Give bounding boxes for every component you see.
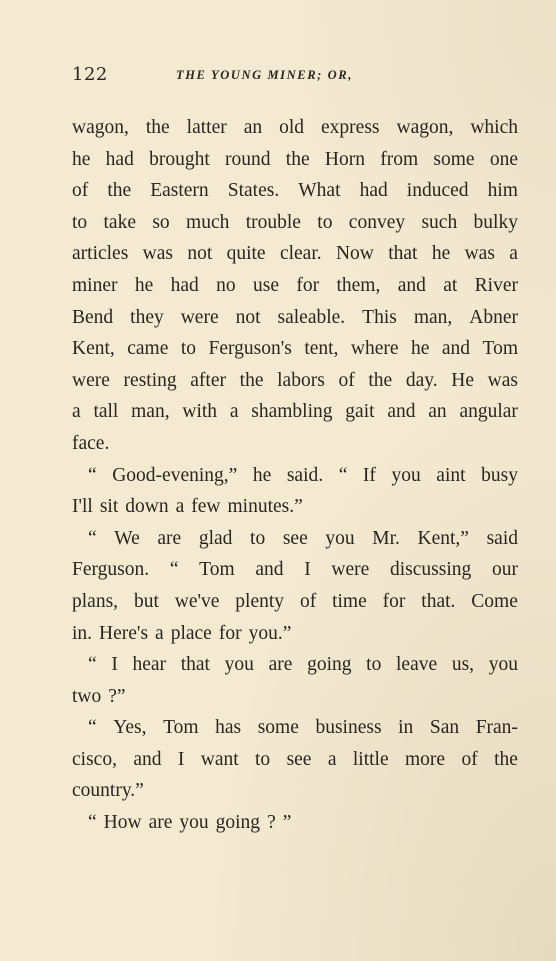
text-line: I'll sit down a few minutes.” — [72, 496, 303, 518]
text-line: of the Eastern States. What had induced him — [72, 180, 518, 202]
text-line: cisco, and I want to see a little more of the — [72, 748, 518, 770]
text-line: were resting after the labors of the day. He was — [72, 369, 518, 391]
text-line: miner he had no use for them, and at River — [72, 274, 518, 296]
text-line: “ Good-evening,” he said. “ If you aint busy — [88, 464, 518, 486]
text-line: wagon, the latter an old express wagon, which — [72, 117, 518, 138]
text-line: two ?” — [72, 685, 126, 707]
text-line: a tall man, with a shambling gait and an angular — [72, 401, 518, 423]
text-line: “ How are you going ? ” — [88, 812, 292, 834]
text-line: articles was not quite clear. Now that he was a — [72, 243, 518, 265]
text-line: plans, but we've plenty of time for that. Come — [72, 590, 518, 612]
text-line: to take so much trouble to convey such bulky — [72, 211, 518, 233]
text-line: country.” — [72, 780, 144, 802]
text-line: in. Here's a place for you.” — [72, 622, 292, 644]
running-title: THE YOUNG MINER; OR, — [176, 68, 353, 82]
text-line: face. — [72, 432, 110, 454]
page-number: 122 — [72, 64, 108, 85]
text-line: Kent, came to Ferguson's tent, where he and Tom — [72, 338, 518, 360]
page-header — [72, 64, 518, 88]
text-line: Ferguson. “ Tom and I were discussing our — [72, 559, 518, 581]
text-line: “ I hear that you are going to leave us, you — [88, 654, 518, 676]
text-line: he had brought round the Horn from some one — [72, 148, 518, 170]
text-line: “ We are glad to see you Mr. Kent,” said — [88, 527, 518, 549]
body-text — [72, 112, 518, 839]
text-line: Bend they were not saleable. This man, Abner — [72, 306, 518, 328]
text-line: “ Yes, Tom has some business in San Fran- — [88, 717, 518, 739]
